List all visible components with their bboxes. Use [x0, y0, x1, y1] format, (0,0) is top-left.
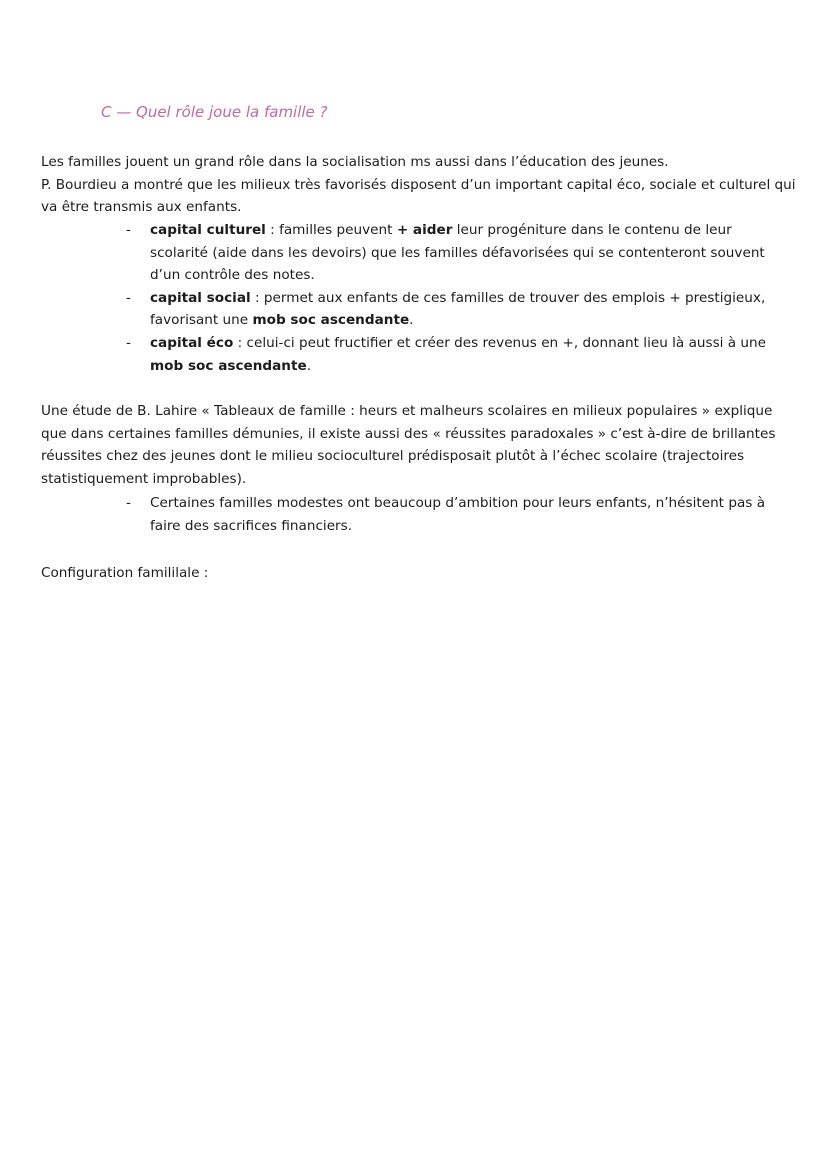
term-capital-culturel: capital culturel — [150, 222, 266, 238]
list-item-capital-culturel — [124, 219, 794, 287]
capital-culturel-text-2: leur progéniture dans le contenu de leur scolarité (aide dans les devoirs) que les familles défavorisées qui se contenteront souvent d’un contrôle des notes. — [150, 222, 765, 284]
bullet-dash: - — [126, 334, 131, 351]
intro-line-1: Les familles jouent un grand rôle dans la socialisation ms aussi dans l’éducation des jeunes. — [41, 154, 669, 170]
emphasis-mob-soc-ascendante: mob soc ascendante — [150, 357, 307, 374]
capital-culturel-text-1: : familles peuvent — [265, 222, 397, 238]
configuration-label: Configuration famililale : — [41, 565, 209, 581]
section-heading: C — Quel rôle joue la famille ? — [101, 103, 328, 121]
capital-social-text-2: . — [409, 312, 414, 329]
list-item-capital-social — [124, 287, 794, 332]
bullet-dash: - — [126, 222, 131, 238]
study-list — [124, 492, 794, 537]
bullet-dash: - — [126, 289, 131, 306]
list-item-capital-eco — [124, 332, 794, 377]
emphasis-aider: + aider — [396, 222, 453, 238]
ambition-text: Certaines familles modestes ont beaucoup d’ambition pour leurs enfants, n’hésitent pas à faire des sacrifices financiers. — [150, 495, 766, 534]
capital-eco-text-1: : celui-ci peut fructifier et créer des revenus en +, donnant lieu là aussi à une — [233, 334, 767, 351]
capital-eco-text-2: . — [306, 357, 312, 374]
capital-social-text-1: : permet aux enfants de ces familles de trouver des emplois + prestigieux, favorisant une — [150, 289, 766, 329]
term-capital-social: capital social — [150, 289, 251, 306]
capital-list — [124, 219, 794, 377]
lahire-study-paragraph: Une étude de B. Lahire « Tableaux de famille : heurs et malheurs scolaires en milieux populaires » explique que dans certaines familles démunies, il existe aussi des « réussites paradoxales » c’est à-dire de brillantes réussites chez des jeunes dont le milieu socioculturel prédisposait plutôt à l’échec scolaire (trajectoires statistiquement improbables). — [41, 403, 776, 487]
list-item-ambition — [124, 492, 794, 537]
term-capital-eco: capital éco — [150, 334, 234, 351]
emphasis-mob-soc-ascendante: mob soc ascendante — [252, 312, 410, 329]
intro-paragraph — [41, 151, 801, 219]
bullet-dash: - — [126, 495, 131, 511]
intro-line-2: P. Bourdieu a montré que les milieux très favorisés disposent d’un important capital éco, sociale et culturel qui va être transmis aux enfants. — [41, 176, 796, 216]
